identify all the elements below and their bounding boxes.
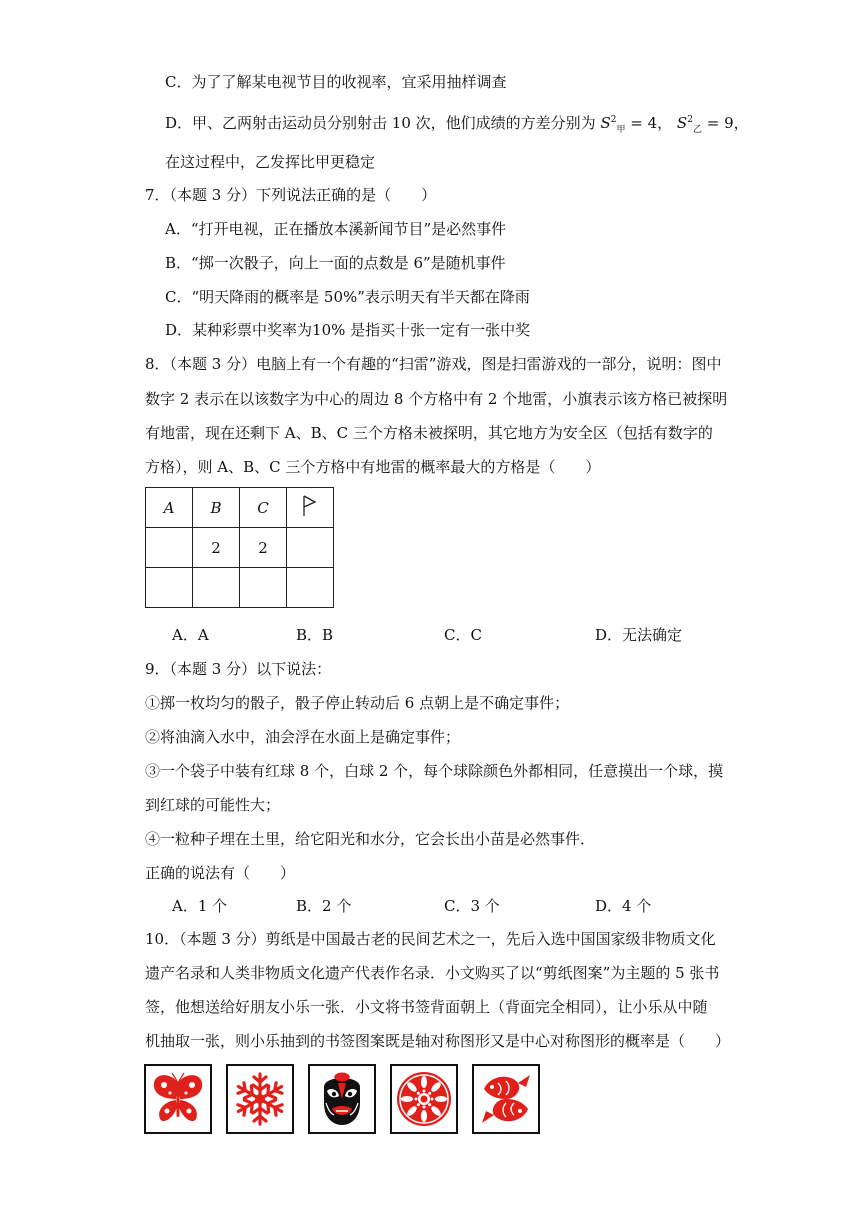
- q10-stem-2: 遗产名录和人类非物质文化遗产代表作名录．小文购买了以“剪纸图案”为主题的 5 张书: [145, 964, 720, 982]
- q6-option-d: [165, 113, 749, 133]
- q7-option-b: B．“掷一次骰子，向上一面的点数是 6”是随机事件: [165, 254, 506, 272]
- grid-cell-b: B: [193, 488, 240, 528]
- q9-option-c: C．3 个: [444, 897, 500, 915]
- q6-option-c: C．为了了解某电视节目的收视率，宜采用抽样调查: [165, 73, 507, 91]
- grid-cell-a: A: [146, 488, 193, 528]
- grid-cell: [287, 568, 334, 608]
- grid-cell: [193, 568, 240, 608]
- grid-row: [146, 568, 334, 608]
- q8-stem-4: 方格），则 A、B、C 三个方格中有地雷的概率最大的方格是（ ）: [145, 458, 601, 476]
- variance-jia-value: = 4，: [630, 114, 673, 132]
- variance-jia: $S^2_甲$: [600, 114, 626, 135]
- grid-cell: [146, 528, 193, 568]
- q8-option-a: A．A: [172, 626, 209, 644]
- variance-yi: $S^2_乙$: [676, 114, 702, 135]
- q9-option-a: A．1 个: [172, 897, 228, 915]
- grid-cell-c: C: [240, 488, 287, 528]
- q6-option-d-cont: 在这过程中，乙发挥比甲更稳定: [165, 153, 376, 171]
- butterfly-papercut-icon: [148, 1069, 208, 1129]
- q8-stem-1: 8．（本题 3 分）电脑上有一个有趣的“扫雷”游戏，图是扫雷游戏的一部分，说明：图中: [145, 355, 722, 373]
- minesweeper-grid: [145, 487, 334, 608]
- grid-cell-number: 2: [193, 528, 240, 568]
- q6-option-d-text: D．甲、乙两射击运动员分别射击 10 次，他们成绩的方差分别为: [165, 114, 596, 132]
- grid-cell: [146, 568, 193, 608]
- q10-stem-4: 机抽取一张，则小乐抽到的书签图案既是轴对称图形又是中心对称图形的概率是（ ）: [145, 1032, 731, 1050]
- q10-stem-1: 10．（本题 3 分）剪纸是中国最古老的民间艺术之一，先后入选中国国家级非物质文化: [145, 930, 716, 948]
- grid-cell: [240, 568, 287, 608]
- grid-cell-flag: [287, 488, 334, 528]
- flag-icon: [300, 494, 320, 518]
- q9-option-d: D．4 个: [595, 897, 652, 915]
- q9-statement-3a: ③一个袋子中装有红球 8 个，白球 2 个，每个球除颜色外都相同，任意摸出一个球，摸: [145, 762, 724, 780]
- q7-option-a: A．“打开电视，正在播放本溪新闻节目”是必然事件: [165, 220, 507, 238]
- q7-option-c: C．“明天降雨的概率是 50%”表示明天有半天都在降雨: [165, 288, 530, 306]
- round-flower-papercut-card: [390, 1064, 458, 1134]
- q8-stem-2: 数字 2 表示在以该数字为中心的周边 8 个方格中有 2 个地雷，小旗表示该方格已被探明: [145, 390, 728, 408]
- q7-option-d: D．某种彩票中奖率为10% 是指买十张一定有一张中奖: [165, 321, 531, 339]
- round-flower-papercut-icon: [394, 1069, 454, 1129]
- opera-mask-papercut-card: [308, 1064, 376, 1134]
- q8-option-c: C．C: [444, 626, 482, 644]
- butterfly-papercut-card: [144, 1064, 212, 1134]
- snowflake-papercut-card: [226, 1064, 294, 1134]
- q9-statement-4: ④一粒种子埋在土里，给它阳光和水分，它会长出小苗是必然事件．: [145, 830, 596, 848]
- snowflake-papercut-icon: [230, 1069, 290, 1129]
- grid-row: [146, 488, 334, 528]
- opera-mask-papercut-icon: [312, 1069, 372, 1129]
- q9-statement-2: ②将油滴入水中，油会浮在水面上是确定事件；: [145, 728, 461, 746]
- fish-papercut-icon: [476, 1069, 536, 1129]
- q10-stem-3: 签，他想送给好朋友小乐一张．小文将书签背面朝上（背面完全相同），让小乐从中随: [145, 998, 708, 1016]
- q9-statement-3b: 到红球的可能性大；: [145, 796, 281, 814]
- q9-option-b: B．2 个: [296, 897, 352, 915]
- q8-option-d: D．无法确定: [595, 626, 683, 644]
- q9-stem: 9．（本题 3 分）以下说法：: [145, 660, 332, 678]
- q8-stem-3: 有地雷，现在还剩下 A、B、C 三个方格未被探明，其它地方为安全区（包括有数字的: [145, 424, 713, 442]
- fish-papercut-card: [472, 1064, 540, 1134]
- q9-statement-1: ①掷一枚均匀的骰子，骰子停止转动后 6 点朝上是不确定事件；: [145, 694, 570, 712]
- q8-option-b: B．B: [296, 626, 334, 644]
- q7-stem: 7．（本题 3 分）下列说法正确的是（ ）: [145, 186, 437, 204]
- grid-cell-number: 2: [240, 528, 287, 568]
- variance-yi-value: = 9，: [706, 114, 749, 132]
- grid-row: [146, 528, 334, 568]
- grid-cell: [287, 528, 334, 568]
- q9-ask: 正确的说法有（ ）: [145, 864, 296, 882]
